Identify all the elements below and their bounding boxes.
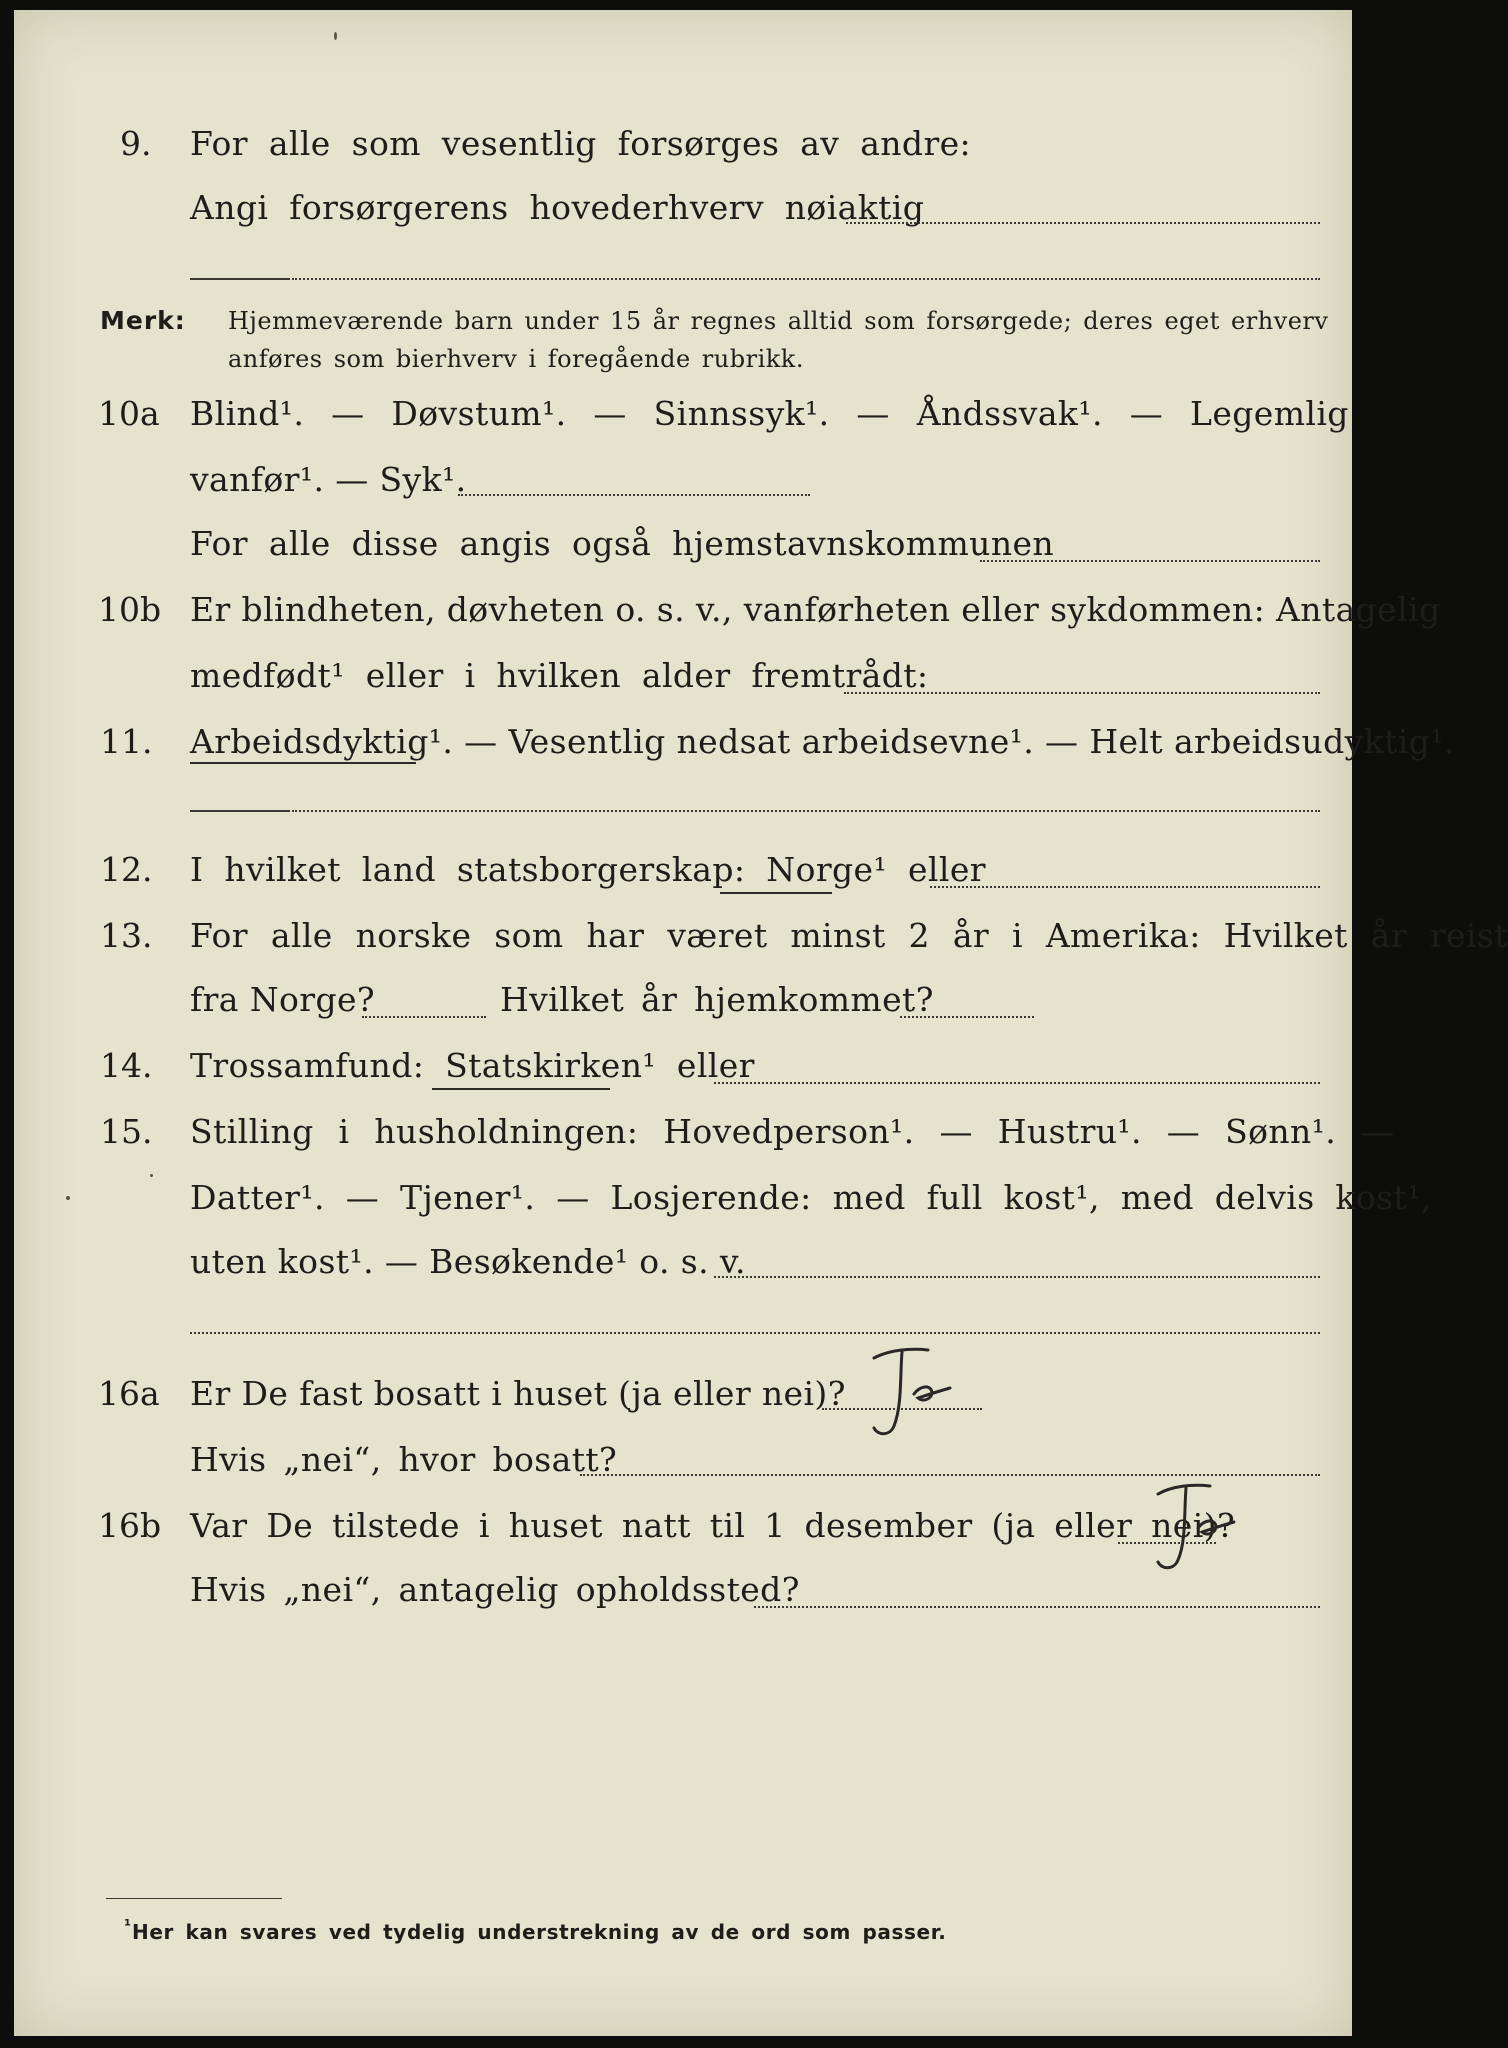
merk-note xyxy=(14,302,1352,382)
question-text: Blind¹. — Døvstum¹. — Sinnssyk¹. — Åndssvak¹. — Legemlig xyxy=(190,394,1349,433)
question-text: vanfør¹. — Syk¹. xyxy=(190,460,467,499)
answer-line[interactable] xyxy=(714,1276,1320,1278)
answer-line-start xyxy=(190,278,290,280)
merk-text-line-1: Hjemmeværende barn under 15 år regnes alltid som forsørgede; deres eget erhverv xyxy=(228,307,1329,335)
footnote-rule xyxy=(106,1898,282,1899)
question-number: 13. xyxy=(100,916,153,955)
question-text: Er blindheten, døvheten o. s. v., vanførheten eller sykdommen: Antagelig xyxy=(190,590,1441,629)
question-text: Angi forsørgerens hovederhverv nøiaktig xyxy=(190,188,925,227)
question-10a xyxy=(14,392,1352,436)
question-text: For alle disse angis også hjemstavnskommunen xyxy=(190,524,1055,563)
question-text: For alle som vesentlig forsørges av andre: xyxy=(190,124,972,163)
question-9-line-2 xyxy=(14,186,1352,230)
footnote-text: Her kan svares ved tydelig understrekning av de ord som passer. xyxy=(132,1920,947,1944)
handwritten-answer-ja xyxy=(844,1336,974,1446)
census-form-page xyxy=(14,10,1508,2036)
answer-line[interactable] xyxy=(362,1016,486,1018)
question-text: Er De fast bosatt i huset (ja eller nei)? xyxy=(190,1374,846,1413)
question-14 xyxy=(14,1044,1352,1088)
question-10a-line-3 xyxy=(14,522,1352,566)
question-13 xyxy=(14,914,1508,958)
paper-speck xyxy=(150,1174,153,1177)
handwritten-underline xyxy=(720,892,832,894)
question-number: 16b xyxy=(98,1506,162,1545)
question-number: 11. xyxy=(100,722,153,761)
question-15 xyxy=(14,1110,1395,1154)
answer-line[interactable] xyxy=(714,1082,1320,1084)
paper-speck xyxy=(66,1196,70,1200)
question-10b-line-2 xyxy=(14,654,1352,698)
answer-line[interactable] xyxy=(900,1016,1034,1018)
question-text: Trossamfund: Statskirken¹ eller xyxy=(190,1046,755,1085)
question-number: 14. xyxy=(100,1046,153,1085)
question-9 xyxy=(14,122,1352,166)
question-number: 10a xyxy=(98,394,160,433)
answer-line[interactable] xyxy=(292,278,1320,280)
answer-line[interactable] xyxy=(846,222,1320,224)
question-10a-line-2 xyxy=(14,458,1352,502)
question-16b-line-2 xyxy=(14,1568,1352,1612)
answer-line[interactable] xyxy=(844,692,1320,694)
question-12 xyxy=(14,848,1352,892)
question-number: 9. xyxy=(120,124,152,163)
question-15-line-3 xyxy=(14,1240,1352,1284)
merk-text-line-2: anføres som bierhverv i foregående rubrikk. xyxy=(228,345,804,373)
answer-line[interactable] xyxy=(458,494,810,496)
question-11 xyxy=(14,720,1455,764)
answer-line-start xyxy=(190,810,290,812)
question-text: Datter¹. — Tjener¹. — Losjerende: med full kost¹, med delvis kost¹, xyxy=(190,1178,1432,1217)
question-number: 10b xyxy=(98,590,162,629)
question-text: Hvis „nei“, antagelig opholdssted? xyxy=(190,1570,800,1609)
answer-line[interactable] xyxy=(754,1606,1320,1608)
question-text: Stilling i husholdningen: Hovedperson¹. — Hustru¹. — Sønn¹. — xyxy=(190,1112,1395,1151)
question-text-from-norway: fra Norge? xyxy=(190,980,376,1019)
answer-line[interactable] xyxy=(980,560,1320,562)
question-text: Arbeidsdyktig¹. — Vesentlig nedsat arbeidsevne¹. — Helt arbeidsudyktig¹. xyxy=(190,722,1455,761)
question-number: 15. xyxy=(100,1112,153,1151)
question-text: uten kost¹. — Besøkende¹ o. s. v. xyxy=(190,1242,746,1281)
answer-line[interactable] xyxy=(930,886,1320,888)
question-16a xyxy=(14,1372,1352,1416)
question-text: medfødt¹ eller i hvilken alder fremtrådt: xyxy=(190,656,929,695)
merk-label: Merk: xyxy=(100,306,186,335)
paper-speck xyxy=(334,32,337,40)
answer-line[interactable] xyxy=(190,1332,1320,1334)
answer-line[interactable] xyxy=(292,810,1320,812)
question-text: Var De tilstede i huset natt til 1 desember (ja eller nei)? xyxy=(190,1506,1236,1545)
handwritten-answer-ja xyxy=(1124,1470,1254,1580)
question-text: For alle norske som har været minst 2 år i Amerika: Hvilket år reist xyxy=(190,916,1508,955)
question-number: 16a xyxy=(98,1374,160,1413)
question-number: 12. xyxy=(100,850,153,889)
question-text-returned: Hvilket år hjemkommet? xyxy=(500,980,934,1019)
question-15-line-2 xyxy=(14,1176,1432,1220)
question-10b xyxy=(14,588,1441,632)
question-text: Hvis „nei“, hvor bosatt? xyxy=(190,1440,618,1479)
handwritten-underline xyxy=(190,762,416,764)
question-text: I hvilket land statsborgerskap: Norge¹ eller xyxy=(190,850,986,889)
footnote-marker: ¹ xyxy=(124,1916,132,1935)
question-13-line-2 xyxy=(14,978,1352,1022)
handwritten-underline xyxy=(432,1088,610,1090)
